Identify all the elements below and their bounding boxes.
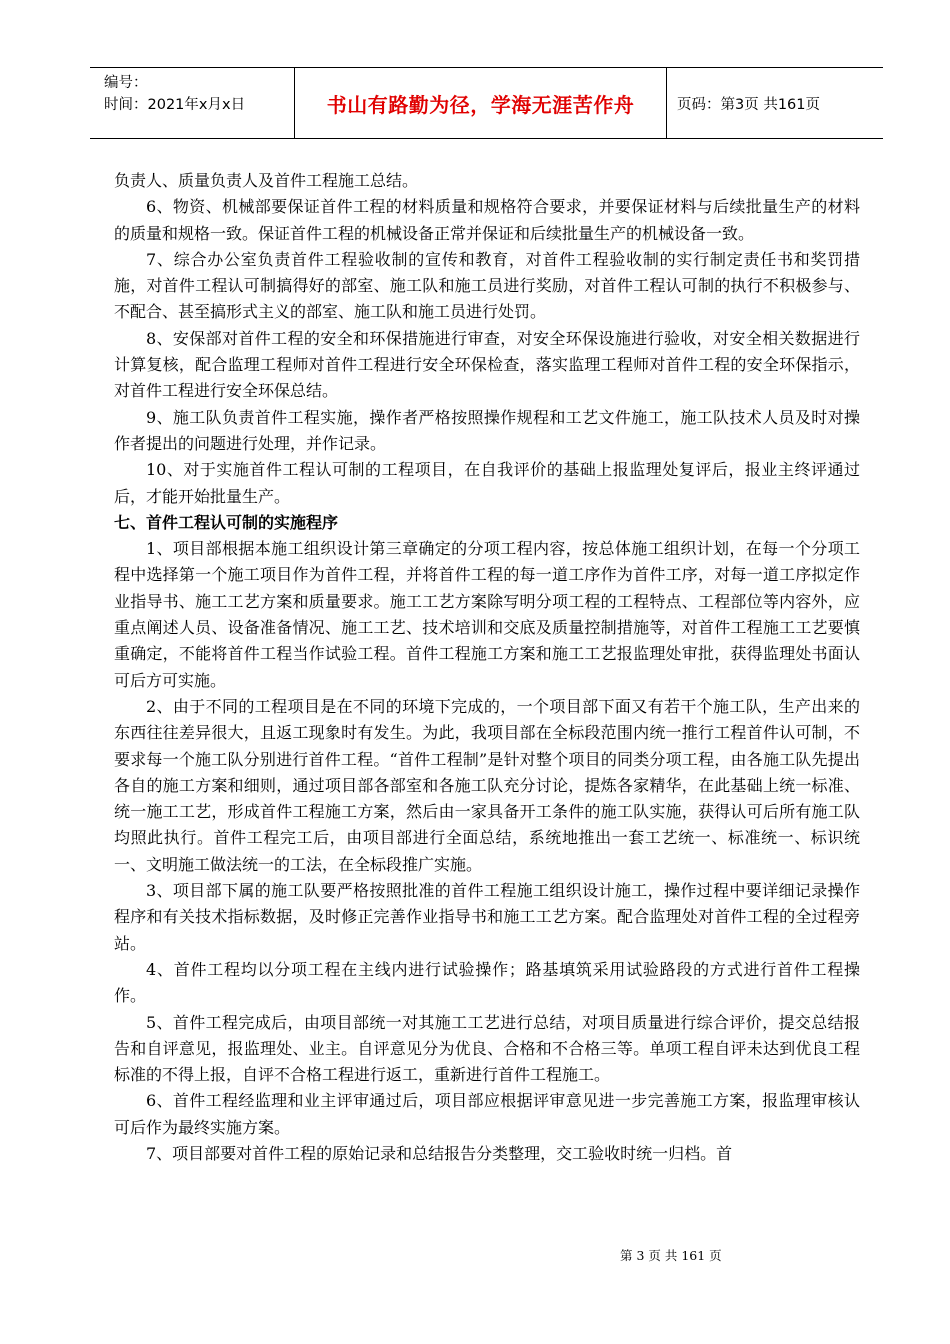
paragraph: 8、安保部对首件工程的安全和环保措施进行审查，对安全环保设施进行验收，对安全相关数据进行计算复核，配合监理工程师对首件工程进行安全环保检查，落实监理工程师对首件工程的安全环保指示，对首件工程进行安全环保总结。 (114, 328, 860, 401)
page-footer: 第 3 页 共 161 页 (620, 1248, 722, 1263)
paragraph: 7、项目部要对首件工程的原始记录和总结报告分类整理，交工验收时统一归档。首 (146, 1143, 733, 1163)
paragraph: 2、由于不同的工程项目是在不同的环境下完成的，一个项目部下面又有若干个施工队，生产出来的东西往往差异很大，且返工现象时有发生。为此，我项目部在全标段范围内统一推行工程首件认可制，不要求每一个施工队分别进行首件工程。“首件工程制”是针对整个项目的同类分项工程，由各施工队先提出各自的施工方案和细则，通过项目部各部室和各施工队充分讨论，提炼各家精华，在此基础上统一标准、统一施工工艺，形成首件工程施工方案，然后由一家具备开工条件的施工队实施，获得认可后所有施工队均照此执行。首件工程完工后，由项目部进行全面总结，系统地推出一套工艺统一、标准统一、标识统一、文明施工做法统一的工法，在全标段推广实施。 (114, 696, 860, 874)
paragraph: 10、对于实施首件工程认可制的工程项目，在自我评价的基础上报监理处复评后，报业主终评通过后，才能开始批量生产。 (114, 460, 860, 506)
document-body (114, 168, 860, 1167)
paragraph: 5、首件工程完成后，由项目部统一对其施工工艺进行总结，对项目质量进行综合评价，提交总结报告和自评意见，报监理处、业主。自评意见分为优良、合格和不合格三等。单项工程自评未达到优良工程标准的不得上报，自评不合格工程进行返工，重新进行首件工程施工。 (114, 1012, 860, 1085)
paragraph: 7、综合办公室负责首件工程验收制的宣传和教育，对首件工程验收制的实行制定责任书和奖罚措施，对首件工程认可制搞得好的部室、施工队和施工员进行奖励，对首件工程认可制的执行不积极参与、不配合、甚至搞形式主义的部室、施工队和施工员进行处罚。 (114, 249, 860, 322)
paragraph: 1、项目部根据本施工组织设计第三章确定的分项工程内容，按总体施工组织计划，在每一个分项工程中选择第一个施工项目作为首件工程，并将首件工程的每一道工序作为首件工序，对每一道工序拟定作业指导书、施工工艺方案和质量要求。施工工艺方案除写明分项工程的工程特点、工程部位等内容外，应重点阐述人员、设备准备情况、施工工艺、技术培训和交底及质量控制措施等，对首件工程施工工艺要慎重确定，不能将首件工程当作试验工程。首件工程施工方案和施工工艺报监理处审批，获得监理处书面认可后方可实施。 (114, 539, 860, 690)
paragraph: 9、施工队负责首件工程实施，操作者严格按照操作规程和工艺文件施工，施工队技术人员及时对操作者提出的问题进行处理，并作记录。 (114, 407, 860, 453)
header-meta (90, 68, 294, 138)
number-label: 编号： (104, 75, 148, 91)
page-header (90, 67, 883, 139)
paragraph: 6、物资、机械部要保证首件工程的材料质量和规格符合要求，并要保证材料与后续批量生产的材料的质量和规格一致。保证首件工程的机械设备正常并保证和后续批量生产的机械设备一致。 (114, 197, 860, 243)
time-label: 时间：2021年x月x日 (104, 97, 246, 113)
paragraph: 6、首件工程经监理和业主评审通过后，项目部应根据评审意见进一步完善施工方案，报监理审核认可后作为最终实施方案。 (114, 1091, 860, 1137)
header-page-info: 页码：第3页 共161页 (677, 96, 821, 113)
paragraph: 负责人、质量负责人及首件工程施工总结。 (114, 171, 419, 190)
paragraph: 3、项目部下属的施工队要严格按照批准的首件工程施工组织设计施工，操作过程中要详细记录操作程序和有关技术指标数据，及时修正完善作业指导书和施工工艺方案。配合监理处对首件工程的全过程旁站。 (114, 881, 860, 953)
header-motto: 书山有路勤为径，学海无涯苦作舟 (294, 68, 667, 138)
section-heading: 七、首件工程认可制的实施程序 (114, 512, 339, 532)
paragraph: 4、首件工程均以分项工程在主线内进行试验操作；路基填筑采用试验路段的方式进行首件工程操作。 (114, 959, 860, 1006)
